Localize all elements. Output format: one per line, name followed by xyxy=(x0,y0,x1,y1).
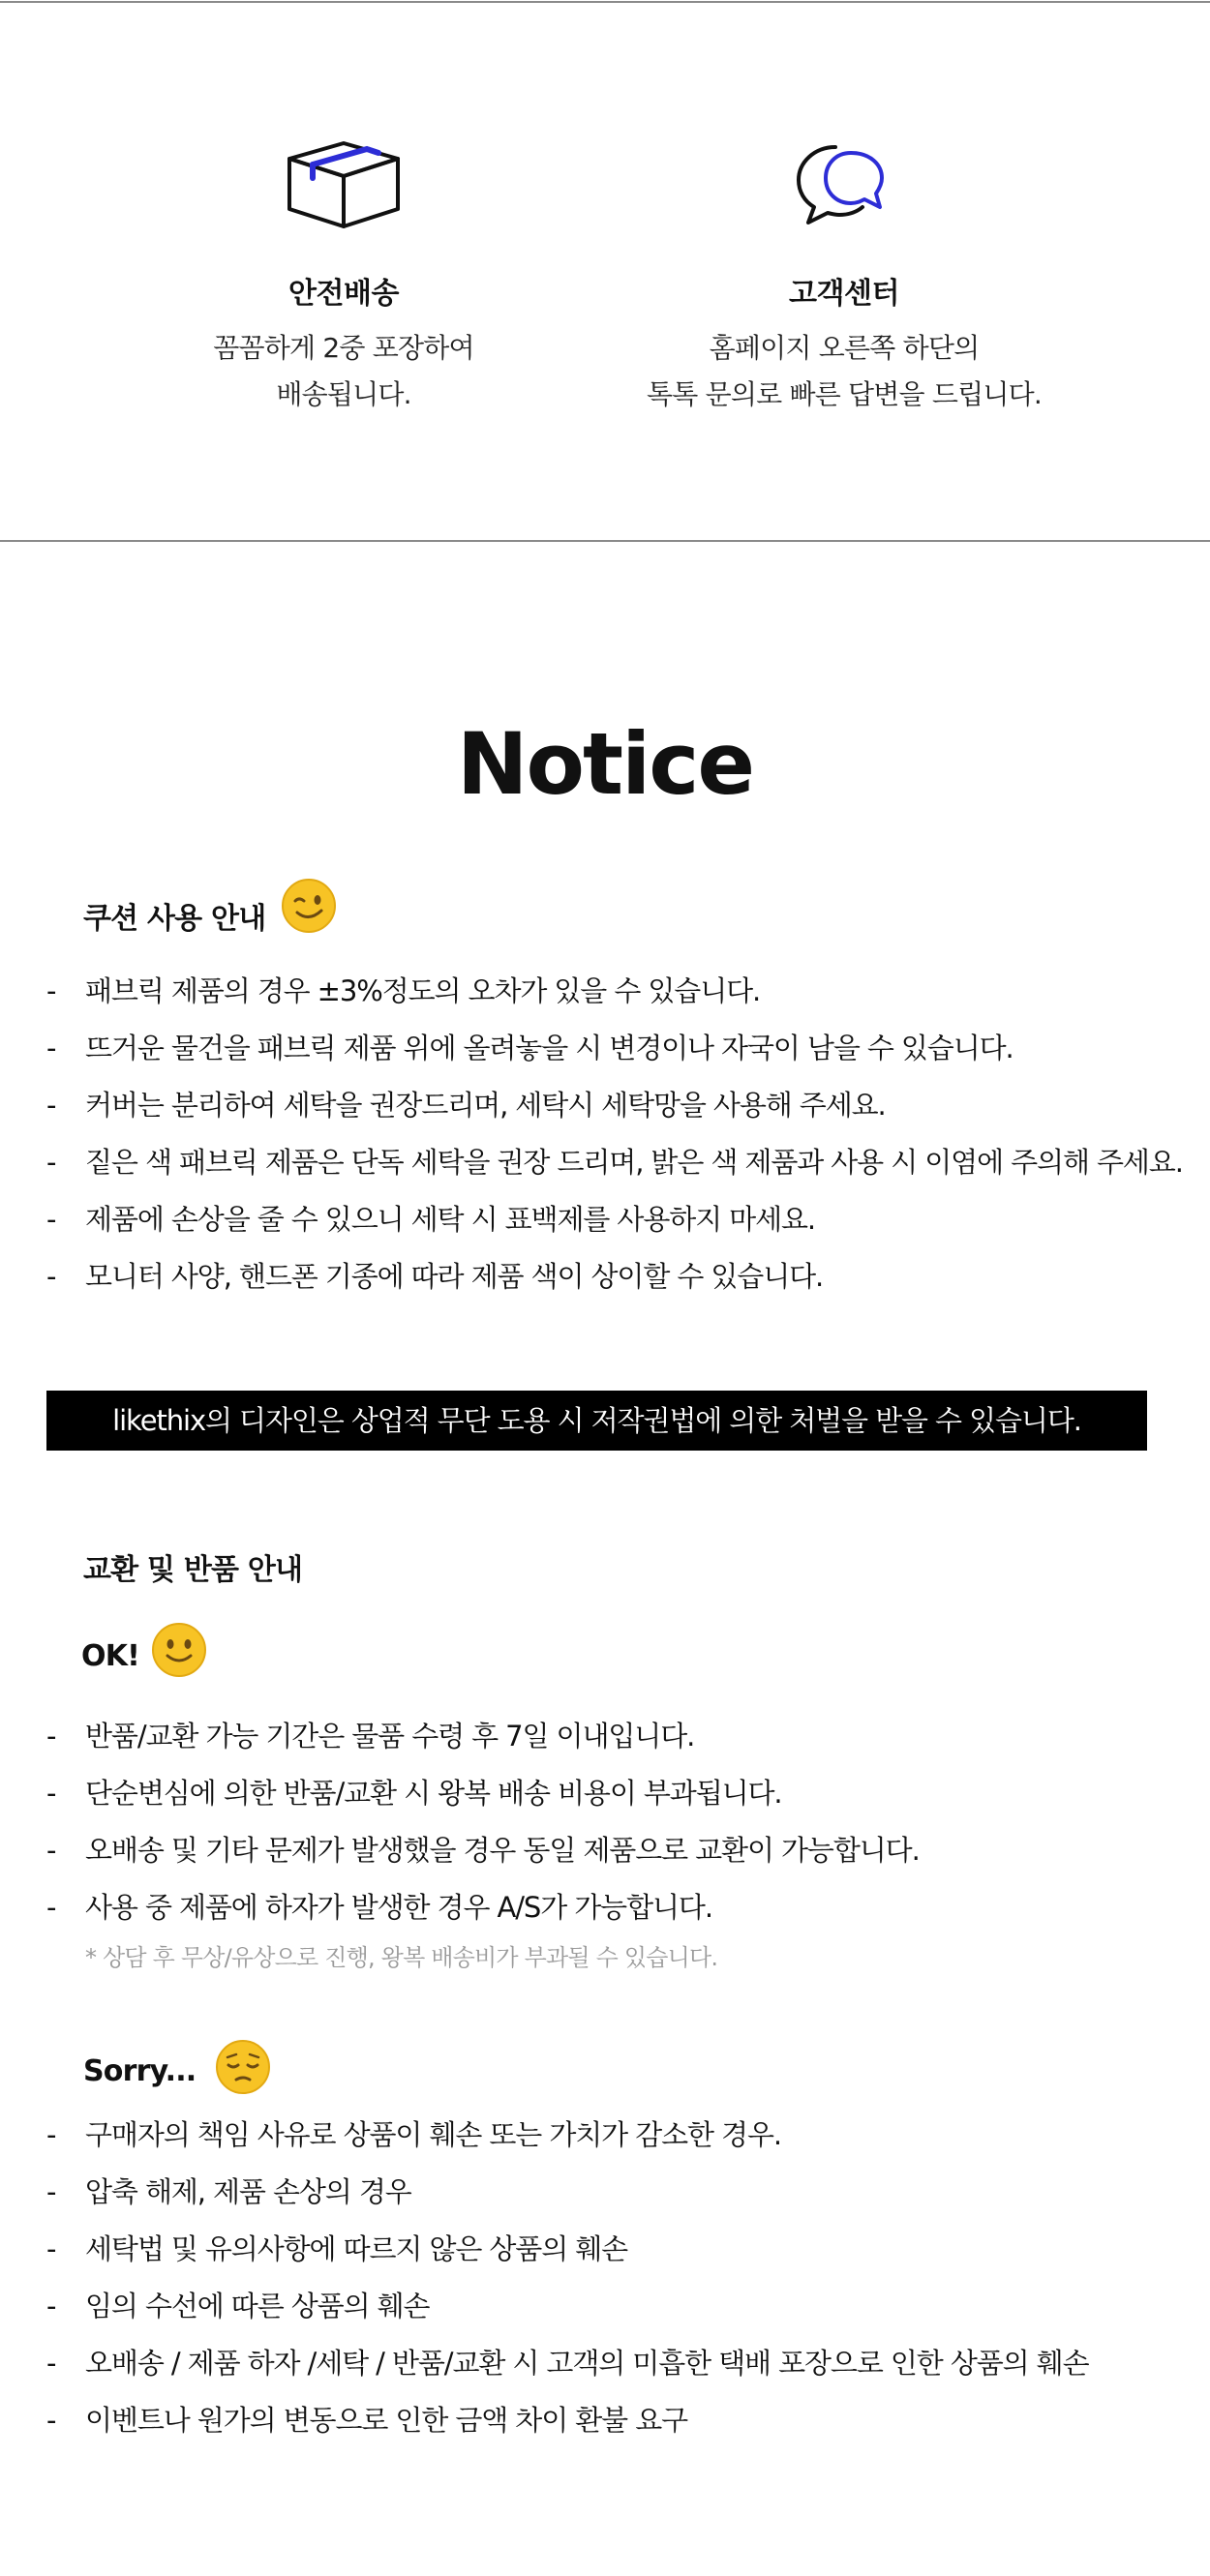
list-item: - 구매자의 책임 사유로 상품이 훼손 또는 가치가 감소한 경우. xyxy=(46,2118,782,2151)
list-item: - 제품에 손상을 줄 수 있으니 세탁 시 표백제를 사용하지 마세요. xyxy=(46,1203,816,1236)
list-item: - 패브릭 제품의 경우 ±3%정도의 오차가 있을 수 있습니다. xyxy=(46,974,761,1007)
list-item: - 임의 수선에 따른 상품의 훼손 xyxy=(46,2290,430,2322)
feature-description: 홈페이지 오른쪽 하단의 톡톡 문의로 빠른 답변을 드립니다. xyxy=(647,332,1042,410)
box-icon xyxy=(284,137,404,230)
list-item: - 오배송 및 기타 문제가 발생했을 경우 동일 제품으로 교환이 가능합니다. xyxy=(46,1834,920,1867)
list-item: - 반품/교환 가능 기간은 물품 수령 후 7일 이내입니다. xyxy=(46,1720,695,1752)
list-item: - 세탁법 및 유의사항에 따르지 않은 상품의 훼손 xyxy=(46,2232,628,2265)
cushion-list xyxy=(46,968,1183,1310)
list-item: - 단순변심에 의한 반품/교환 시 왕복 배송 비용이 부과됩니다. xyxy=(46,1777,782,1810)
wink-emoji-icon xyxy=(281,878,337,934)
list-item: - 모니터 사양, 핸드폰 기종에 따라 제품 색이 상이할 수 있습니다. xyxy=(46,1260,824,1293)
list-item: - 압축 해제, 제품 손상의 경우 xyxy=(46,2175,411,2208)
list-item: - 사용 중 제품에 하자가 발생한 경우 A/S가 가능합니다. xyxy=(46,1891,712,1924)
chat-bubble-icon xyxy=(791,137,897,230)
list-item: - 뜨거운 물건을 패브릭 제품 위에 올려놓을 시 변경이나 자국이 남을 수 있습니다. xyxy=(46,1032,1013,1064)
feature-description: 꼼꼼하게 2중 포장하여 배송됩니다. xyxy=(213,332,474,410)
exchange-heading: 교환 및 반품 안내 xyxy=(83,1553,303,1587)
pensive-emoji-icon xyxy=(215,2039,271,2095)
feature-customer-center xyxy=(592,137,1096,418)
feature-safe-delivery xyxy=(92,137,595,418)
ok-list xyxy=(46,1713,920,1941)
feature-title: 안전배송 xyxy=(288,277,399,311)
ok-heading: OK! xyxy=(81,1633,207,1678)
smile-emoji-icon xyxy=(151,1622,207,1678)
sorry-heading: Sorry... xyxy=(83,2047,271,2095)
sorry-list xyxy=(46,2112,1089,2454)
list-item: - 짙은 색 패브릭 제품은 단독 세탁을 권장 드리며, 밝은 색 제품과 사용 시 이염에 주의해 주세요. xyxy=(46,1146,1183,1179)
feature-title: 고객센터 xyxy=(789,277,899,311)
top-divider xyxy=(0,1,1210,3)
notice-title: Notice xyxy=(456,714,754,814)
list-item: - 커버는 분리하여 세탁을 권장드리며, 세탁시 세탁망을 사용해 주세요. xyxy=(46,1089,886,1122)
copyright-banner: likethix의 디자인은 상업적 무단 도용 시 저작권법에 의한 처벌을 받을 수 있습니다. xyxy=(46,1391,1147,1451)
cushion-heading: 쿠션 사용 안내 xyxy=(83,894,337,937)
list-item: - 오배송 / 제품 하자 /세탁 / 반품/교환 시 고객의 미흡한 택배 포장으로 인한 상품의 훼손 xyxy=(46,2347,1089,2380)
middle-divider xyxy=(0,540,1210,542)
ok-note: * 상담 후 무상/유상으로 진행, 왕복 배송비가 부과될 수 있습니다. xyxy=(85,1944,718,1971)
list-item: - 이벤트나 원가의 변동으로 인한 금액 차이 환불 요구 xyxy=(46,2404,688,2437)
